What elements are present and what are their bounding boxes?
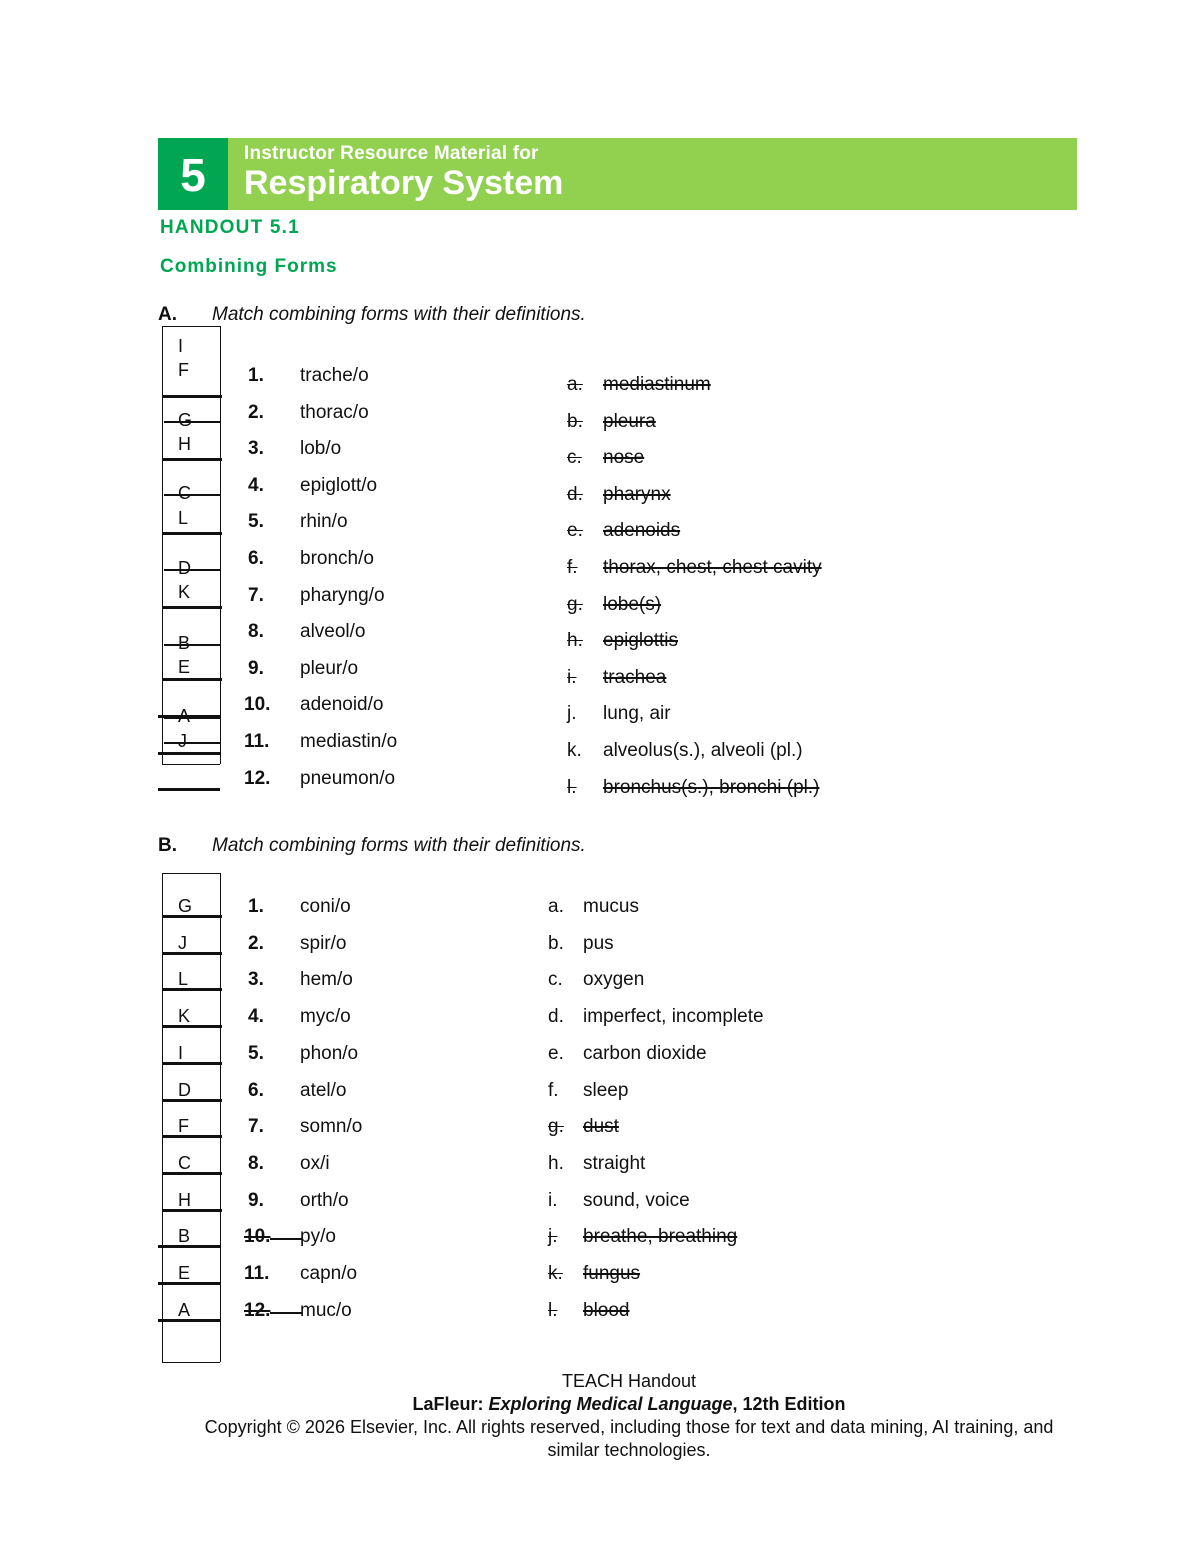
definition-row <box>548 969 644 991</box>
answer-blank-line <box>162 915 222 918</box>
definition-row <box>567 667 666 689</box>
answer-letter: J <box>178 933 187 953</box>
part-b-label: B. <box>158 835 177 856</box>
footer-line1: TEACH Handout <box>561 1371 697 1391</box>
item-number: 3. <box>248 438 264 459</box>
combining-form-term: pleur/o <box>300 658 359 679</box>
item-number: 12. <box>244 768 271 789</box>
item-number: 7. <box>248 1116 264 1137</box>
section-title: Combining Forms <box>160 256 338 277</box>
answer-blank-line <box>162 532 222 535</box>
answer-box-left-border <box>162 326 163 764</box>
definition-text: pus <box>583 933 614 954</box>
definition-letter: l. <box>548 1300 558 1321</box>
definition-row <box>567 520 680 542</box>
answer-strike-line <box>164 569 220 571</box>
definition-letter: i. <box>548 1190 558 1211</box>
item-number: 1. <box>248 896 264 917</box>
answer-letter: B <box>178 633 191 653</box>
answer-letter: H <box>178 1190 191 1210</box>
part-b-instruction-text: Match combining forms with their definitions. <box>212 835 586 856</box>
definition-row <box>548 1300 630 1322</box>
definition-text: straight <box>583 1153 646 1174</box>
answer-box-right-border <box>220 326 221 764</box>
answer-blank-line <box>162 678 222 681</box>
definition-letter: f. <box>567 557 578 578</box>
item-number: 8. <box>248 1153 264 1174</box>
part-a-label: A. <box>158 304 177 325</box>
definition-letter: a. <box>548 896 564 917</box>
definition-letter: b. <box>548 933 564 954</box>
answer-letter: C <box>178 483 191 503</box>
answer-letter: E <box>178 1263 191 1283</box>
combining-form-term: myc/o <box>300 1006 351 1027</box>
footer-citation <box>160 1394 1098 1415</box>
definition-letter: g. <box>567 594 583 615</box>
answer-strike-line <box>164 717 220 719</box>
answer-letter: E <box>178 657 191 677</box>
definition-letter: k. <box>548 1263 563 1284</box>
definition-letter: k. <box>567 740 582 761</box>
combining-form-term: ox/i <box>300 1153 330 1174</box>
answer-blank-line <box>162 952 222 955</box>
definition-row <box>567 594 661 616</box>
item-number: 4. <box>248 1006 264 1027</box>
combining-form-term: hem/o <box>300 969 353 990</box>
definition-letter: d. <box>548 1006 564 1027</box>
definition-letter: f. <box>548 1080 559 1101</box>
definition-row <box>567 411 656 433</box>
combining-form-term: py/o <box>300 1226 336 1247</box>
item-number: 4. <box>248 475 264 496</box>
answer-letter: I <box>178 1043 184 1063</box>
definition-letter: c. <box>548 969 563 990</box>
definition-text: thorax, chest, chest cavity <box>603 557 822 578</box>
item-strike-line <box>270 1238 302 1240</box>
item-number: 6. <box>248 548 264 569</box>
definition-row <box>567 777 819 799</box>
answer-blank-line <box>158 788 220 791</box>
answer-letter: I <box>178 336 184 356</box>
definition-text: pharynx <box>603 484 671 505</box>
definition-letter: a. <box>567 374 583 395</box>
definition-row <box>567 484 671 506</box>
combining-form-term: mediastin/o <box>300 731 398 752</box>
answer-letter: C <box>178 1153 191 1173</box>
header-subtitle: Instructor Resource Material for <box>244 143 539 164</box>
combining-form-term: rhin/o <box>300 511 348 532</box>
answer-blank-line <box>158 752 220 755</box>
definition-text: pleura <box>603 411 656 432</box>
item-number: 5. <box>248 511 264 532</box>
definition-row <box>567 447 644 469</box>
combining-form-term: pneumon/o <box>300 768 396 789</box>
definition-text: mucus <box>583 896 639 917</box>
answer-blank-line <box>158 1319 220 1322</box>
item-number: 10. <box>244 1226 271 1247</box>
item-number: 1. <box>248 365 264 386</box>
definition-text: breathe, breathing <box>583 1226 738 1247</box>
answer-letter: K <box>178 1006 191 1026</box>
answer-blank-line <box>162 1062 222 1065</box>
combining-form-term: adenoid/o <box>300 694 384 715</box>
definition-letter: e. <box>567 520 583 541</box>
answer-letter: J <box>178 731 187 751</box>
definition-letter: i. <box>567 667 577 688</box>
definition-letter: l. <box>567 777 577 798</box>
footer-author: LaFleur: <box>412 1394 489 1414</box>
definition-letter: j. <box>567 703 577 724</box>
item-number: 11. <box>244 1263 270 1284</box>
combining-form-term: somn/o <box>300 1116 363 1137</box>
combining-form-term: epiglott/o <box>300 475 378 496</box>
definition-row <box>548 896 639 918</box>
answer-box-bottom-border <box>162 1362 220 1363</box>
item-number: 7. <box>248 585 264 606</box>
item-number: 2. <box>248 933 264 954</box>
item-number: 9. <box>248 1190 264 1211</box>
item-number: 2. <box>248 402 264 423</box>
definition-letter: h. <box>567 630 583 651</box>
combining-form-term: phon/o <box>300 1043 359 1064</box>
handout-label: HANDOUT 5.1 <box>160 217 300 238</box>
footer-copyright: Copyright © 2026 Elsevier, Inc. All rights reserved, including those for text and data mining, AI training, and <box>204 1417 1054 1437</box>
footer-book-title: Exploring Medical Language <box>488 1394 733 1414</box>
part-b-instruction <box>158 835 858 859</box>
definition-row <box>567 557 822 579</box>
definition-row <box>548 1116 619 1138</box>
combining-form-term: thorac/o <box>300 402 369 423</box>
definition-text: bronchus(s.), bronchi (pl.) <box>603 777 820 798</box>
definition-text: lobe(s) <box>603 594 662 615</box>
definition-text: nose <box>603 447 645 468</box>
answer-blank-line <box>162 1209 222 1212</box>
answer-letter: D <box>178 1080 191 1100</box>
definition-letter: c. <box>567 447 582 468</box>
definition-text: alveolus(s.), alveoli (pl.) <box>603 740 803 761</box>
combining-form-term: trache/o <box>300 365 369 386</box>
item-number: 10. <box>244 694 271 715</box>
item-number: 8. <box>248 621 264 642</box>
answer-strike-line <box>164 742 220 744</box>
definition-text: imperfect, incomplete <box>583 1006 764 1027</box>
definition-row <box>548 1226 737 1248</box>
definition-text: mediastinum <box>603 374 711 395</box>
definition-row <box>548 1043 707 1065</box>
part-a-instruction-text: Match combining forms with their definitions. <box>212 304 586 325</box>
combining-form-term: bronch/o <box>300 548 374 569</box>
definition-text: sound, voice <box>583 1190 690 1211</box>
answer-blank-line <box>162 1135 222 1138</box>
answer-letter: L <box>178 508 189 528</box>
answer-letter: D <box>178 558 191 578</box>
item-number: 6. <box>248 1080 264 1101</box>
item-strike-line <box>270 1312 302 1314</box>
definition-letter: d. <box>567 484 583 505</box>
answer-letter: A <box>178 706 191 726</box>
answer-letter: B <box>178 1226 191 1246</box>
combining-form-term: alveol/o <box>300 621 366 642</box>
answer-letter: G <box>178 896 193 916</box>
item-number: 3. <box>248 969 264 990</box>
definition-text: carbon dioxide <box>583 1043 707 1064</box>
answer-box-left-border <box>162 873 163 1362</box>
answer-box-bottom-border <box>162 764 220 765</box>
item-number: 12. <box>244 1300 271 1321</box>
answer-letter: F <box>178 1116 189 1136</box>
answer-box-right-border <box>220 873 221 1362</box>
answer-blank-line <box>158 1245 220 1248</box>
definition-text: fungus <box>583 1263 641 1284</box>
answer-blank-line <box>162 988 222 991</box>
answer-letter: K <box>178 582 191 602</box>
answer-letter: H <box>178 434 191 454</box>
definition-row <box>567 630 678 652</box>
answer-blank-line <box>162 458 222 461</box>
answer-blank-line <box>158 1282 220 1285</box>
item-number: 5. <box>248 1043 264 1064</box>
answer-box-top-border <box>162 873 220 874</box>
combining-form-term: spir/o <box>300 933 347 954</box>
answer-blank-line <box>162 1099 222 1102</box>
definition-row <box>567 374 711 396</box>
chapter-header <box>158 138 1077 210</box>
definition-text: oxygen <box>583 969 645 990</box>
definition-letter: b. <box>567 411 583 432</box>
part-a-instruction <box>158 304 858 328</box>
answer-blank-line <box>162 1172 222 1175</box>
answer-blank-line <box>162 395 222 398</box>
chapter-number: 5 <box>158 138 228 210</box>
combining-form-term: lob/o <box>300 438 342 459</box>
definition-row <box>548 1153 645 1175</box>
answer-letter: A <box>178 1300 191 1320</box>
definition-text: lung, air <box>603 703 671 724</box>
definition-row <box>548 933 614 955</box>
definition-letter: j. <box>548 1226 558 1247</box>
definition-row <box>548 1263 640 1285</box>
definition-letter: h. <box>548 1153 564 1174</box>
footer-edition: , 12th Edition <box>732 1394 846 1414</box>
answer-box-top-border <box>162 326 220 327</box>
definition-row <box>567 740 803 762</box>
combining-form-term: coni/o <box>300 896 351 917</box>
definition-letter: g. <box>548 1116 564 1137</box>
combining-form-term: pharyng/o <box>300 585 385 606</box>
combining-form-term: muc/o <box>300 1300 352 1321</box>
definition-row <box>567 703 671 725</box>
footer-copyright-cont: similar technologies. <box>547 1440 711 1460</box>
answer-letter: G <box>178 410 193 430</box>
answer-letter: L <box>178 969 189 989</box>
definition-text: dust <box>583 1116 619 1137</box>
answer-letter: F <box>178 360 189 380</box>
answer-blank-line <box>162 606 222 609</box>
combining-form-term: capn/o <box>300 1263 358 1284</box>
answer-blank-line <box>162 1025 222 1028</box>
definition-text: trachea <box>603 667 667 688</box>
combining-form-term: atel/o <box>300 1080 347 1101</box>
definition-row <box>548 1080 628 1102</box>
definition-letter: e. <box>548 1043 564 1064</box>
answer-strike-line <box>164 421 220 423</box>
definition-text: blood <box>583 1300 630 1321</box>
definition-row <box>548 1190 690 1212</box>
item-number: 9. <box>248 658 264 679</box>
definition-row <box>548 1006 764 1028</box>
answer-strike-line <box>164 644 220 646</box>
item-number: 11. <box>244 731 270 752</box>
definition-text: adenoids <box>603 520 681 541</box>
combining-form-term: orth/o <box>300 1190 349 1211</box>
header-title: Respiratory System <box>244 164 564 202</box>
answer-strike-line <box>164 494 220 496</box>
definition-text: epiglottis <box>603 630 678 651</box>
definition-text: sleep <box>583 1080 629 1101</box>
